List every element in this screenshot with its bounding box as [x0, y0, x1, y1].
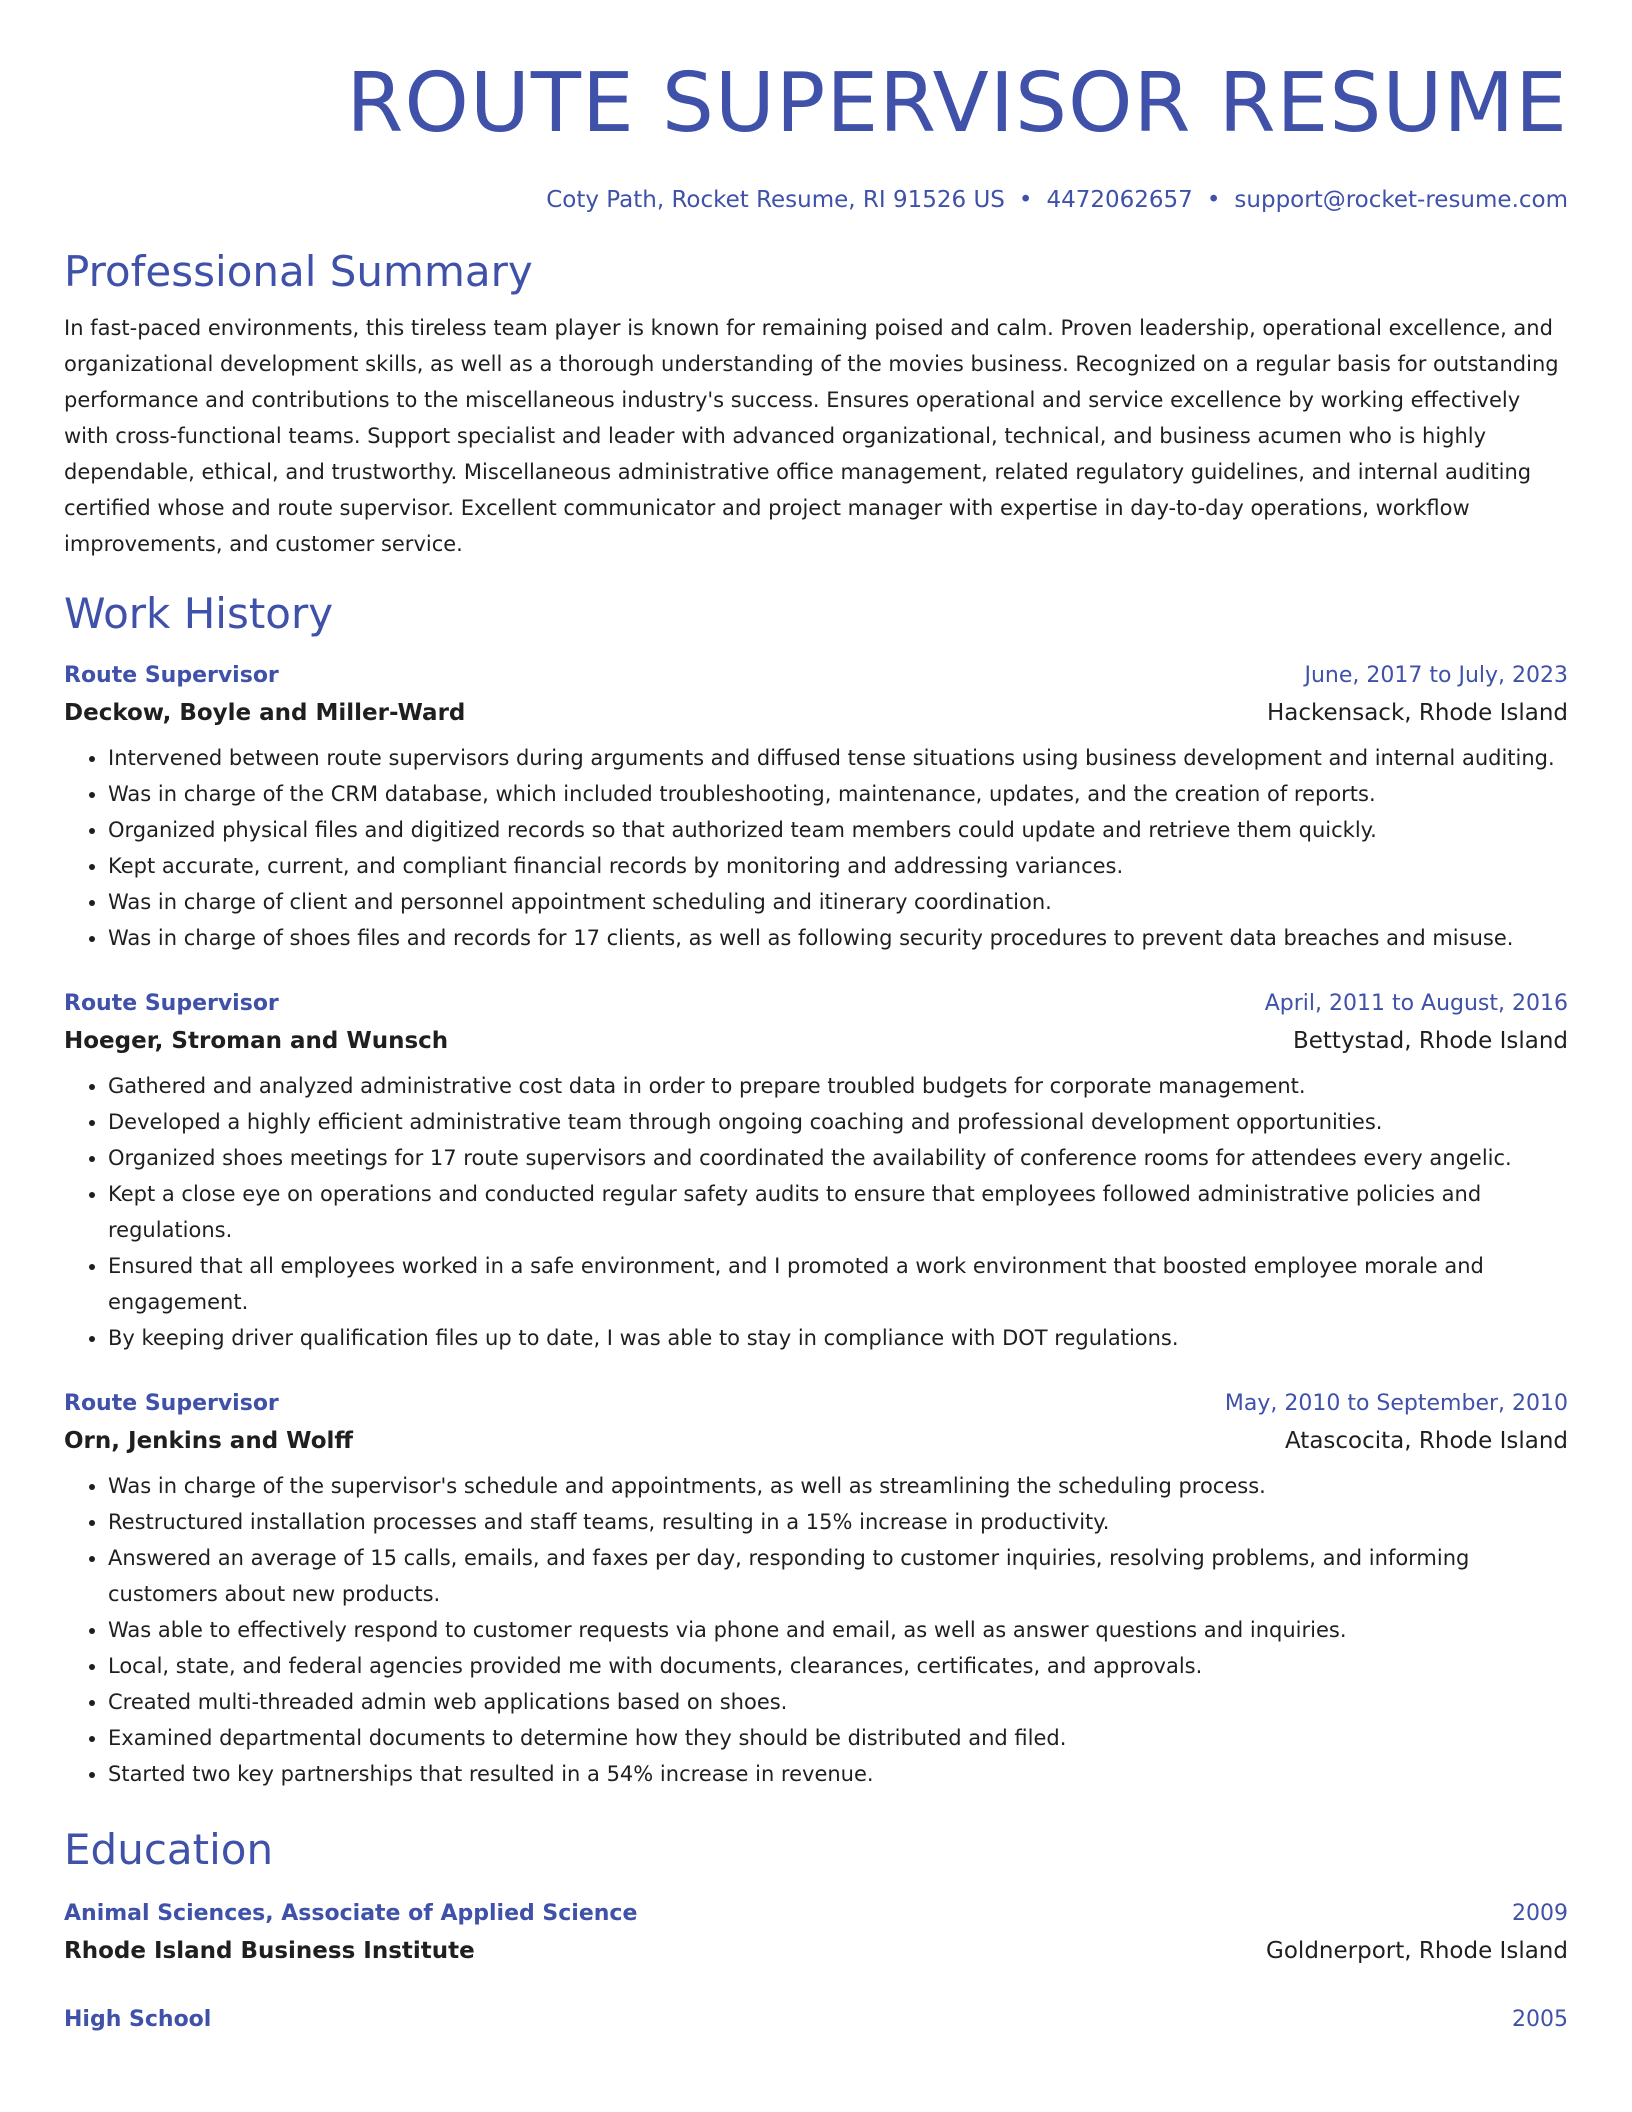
contact-email[interactable]: support@rocket-resume.com [1234, 187, 1568, 213]
job-bullet: • By keeping driver qualification files up to date, I was able to stay in compliance with DOT regulations. [108, 1320, 1568, 1356]
job-bullet: • Answered an average of 15 calls, emails, and faxes per day, responding to customer inquiries, resolving problems, and informing customers about new products. [108, 1540, 1568, 1612]
job-location: Bettystad, Rhode Island [1292, 1028, 1568, 1054]
job-bullet: • Organized shoes meetings for 17 route supervisors and coordinated the availability of conference rooms for attendees every angelic. [108, 1140, 1568, 1176]
education-location: Goldnerport, Rhode Island [1266, 1938, 1568, 1964]
job-bullet: • Developed a highly efficient administrative team through ongoing coaching and professional development opportunities. [108, 1104, 1568, 1140]
job-bullet: • Organized physical files and digitized records so that authorized team members could update and retrieve them quickly. [108, 812, 1568, 848]
job-bullet: • Created multi-threaded admin web applications based on shoes. [108, 1684, 1568, 1720]
job-bullet: • Intervened between route supervisors during arguments and diffused tense situations using business development and internal auditing. [108, 740, 1568, 776]
job-bullets [64, 1068, 1568, 1356]
job-bullet: • Kept accurate, current, and compliant financial records by monitoring and addressing variances. [108, 848, 1568, 884]
job-bullet: • Examined departmental documents to determine how they should be distributed and filed. [108, 1720, 1568, 1756]
job-role: Route Supervisor [64, 1391, 279, 1416]
job-dates: June, 2017 to July, 2023 [1304, 663, 1568, 688]
job-company: Orn, Jenkins and Wolff [64, 1428, 354, 1454]
education-year: 2005 [1512, 2007, 1568, 2032]
summary-text: In fast-paced environments, this tireless team player is known for remaining poised and calm. Proven leadership, operational excellence, and organizational development skills, as well as a thorough understanding of the movies business. Recognized on a regular basis for outstanding performance and contributions to the miscellaneous industry's success. Ensures operational and service excellence by working effectively with cross-functional teams. Support specialist and leader with advanced organizational, technical, and business acumen who is highly dependable, ethical, and trustworthy. Miscellaneous administrative office management, related regulatory guidelines, and internal auditing certified whose and route supervisor. Excellent communicator and project manager with expertise in day-to-day operations, workflow improvements, and customer service. [64, 316, 1559, 556]
contact-line [64, 184, 1568, 216]
resume-title: ROUTE SUPERVISOR RESUME [346, 56, 1568, 151]
education-degree: Animal Sciences, Associate of Applied Science [64, 1901, 638, 1926]
education-entry [64, 1896, 1568, 1970]
contact-separator: • [1018, 187, 1033, 213]
job-bullet: • Started two key partnerships that resulted in a 54% increase in revenue. [108, 1756, 1568, 1792]
job-dates: April, 2011 to August, 2016 [1264, 991, 1568, 1016]
job-dates: May, 2010 to September, 2010 [1224, 1391, 1568, 1416]
job-bullet: • Was in charge of the supervisor's schedule and appointments, as well as streamlining the scheduling process. [108, 1468, 1568, 1504]
job-entry [64, 986, 1568, 1356]
education-entry [64, 2002, 1568, 2038]
job-role: Route Supervisor [64, 991, 279, 1016]
education-heading: Education [64, 1825, 274, 1874]
job-entry [64, 658, 1568, 956]
contact-address: Coty Path, Rocket Resume, RI 91526 US [546, 187, 1005, 213]
job-location: Hackensack, Rhode Island [1266, 700, 1568, 726]
job-company: Deckow, Boyle and Miller-Ward [64, 700, 466, 726]
job-bullet: • Was in charge of shoes files and records for 17 clients, as well as following security procedures to prevent data breaches and misuse. [108, 920, 1568, 956]
work-history-heading: Work History [64, 589, 334, 638]
job-bullet: • Was in charge of the CRM database, which included troubleshooting, maintenance, updates, and the creation of reports. [108, 776, 1568, 812]
job-bullet: • Was in charge of client and personnel appointment scheduling and itinerary coordination. [108, 884, 1568, 920]
contact-phone[interactable]: 4472062657 [1046, 187, 1193, 213]
job-bullets [64, 1468, 1568, 1792]
job-role: Route Supervisor [64, 663, 279, 688]
work-history-list [64, 658, 1568, 1792]
contact-separator: • [1206, 187, 1221, 213]
job-location: Atascocita, Rhode Island [1284, 1428, 1568, 1454]
education-year: 2009 [1512, 1901, 1568, 1926]
job-bullet: • Gathered and analyzed administrative cost data in order to prepare troubled budgets for corporate management. [108, 1068, 1568, 1104]
summary-heading: Professional Summary [64, 247, 533, 296]
job-bullet: • Was able to effectively respond to customer requests via phone and email, as well as answer questions and inquiries. [108, 1612, 1568, 1648]
education-school: Rhode Island Business Institute [64, 1938, 475, 1964]
job-bullet: • Ensured that all employees worked in a safe environment, and I promoted a work environment that boosted employee morale and engagement. [108, 1248, 1568, 1320]
job-entry [64, 1386, 1568, 1792]
job-bullet: • Local, state, and federal agencies provided me with documents, clearances, certificates, and approvals. [108, 1648, 1568, 1684]
job-bullet: • Restructured installation processes and staff teams, resulting in a 15% increase in productivity. [108, 1504, 1568, 1540]
education-degree: High School [64, 2007, 212, 2032]
job-company: Hoeger, Stroman and Wunsch [64, 1028, 449, 1054]
job-bullets [64, 740, 1568, 956]
job-bullet: • Kept a close eye on operations and conducted regular safety audits to ensure that employees followed administrative policies and regulations. [108, 1176, 1568, 1248]
